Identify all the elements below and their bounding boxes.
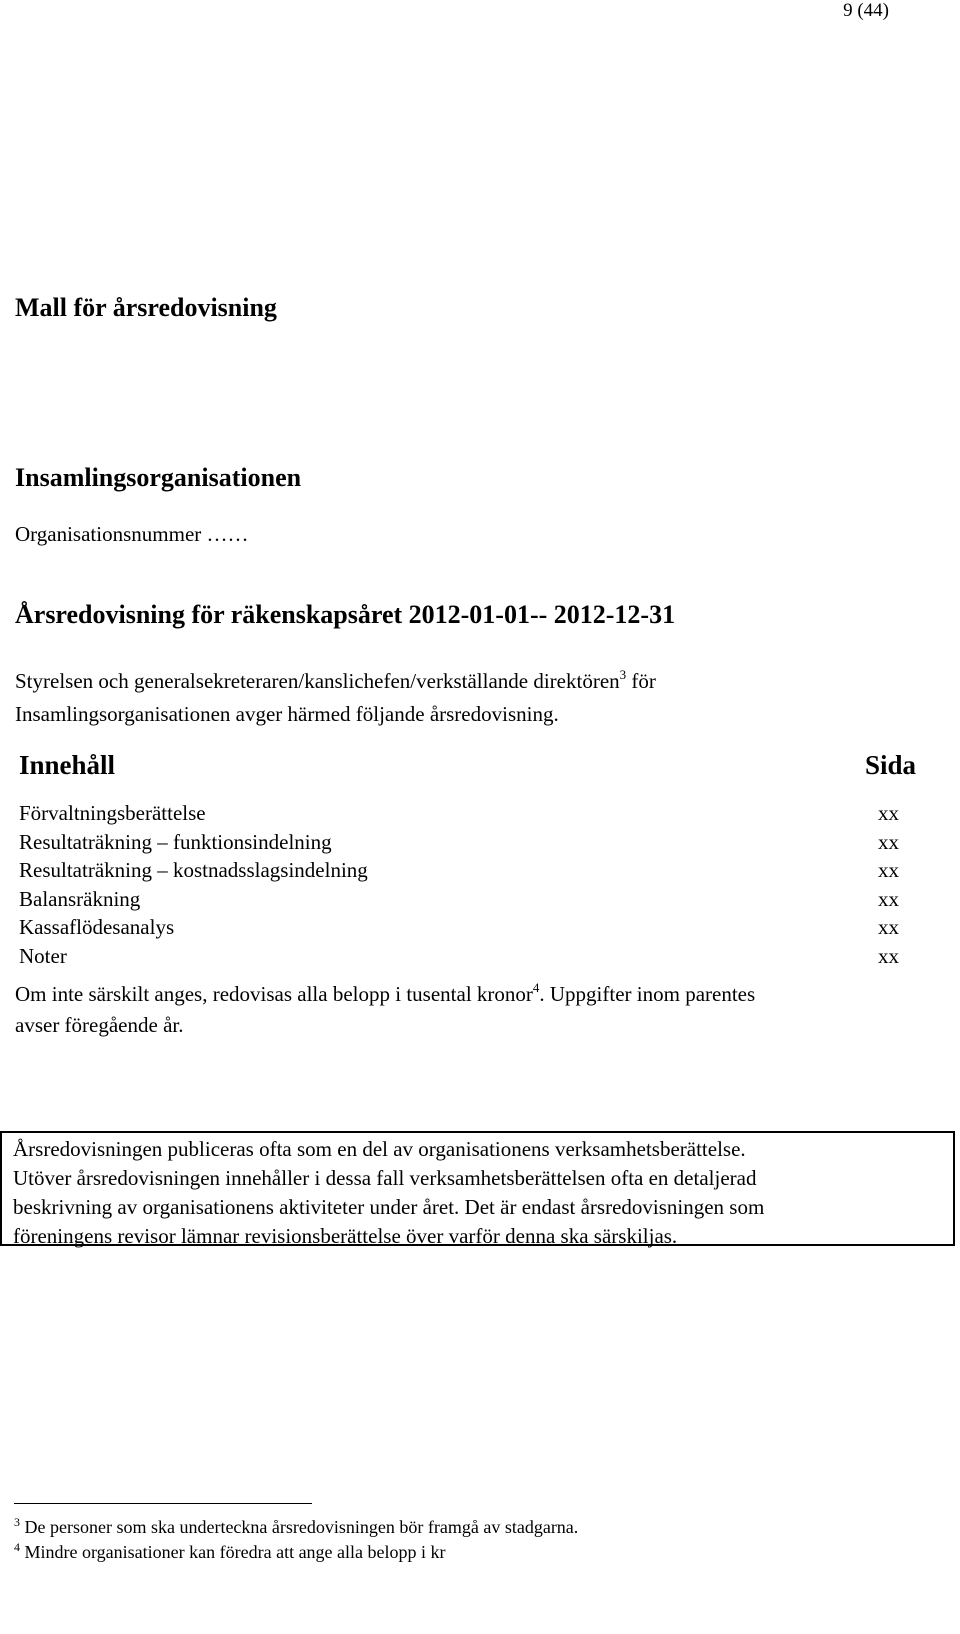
toc-page-heading: Sida bbox=[864, 750, 916, 780]
toc-item-label: Resultaträkning – funktionsindelning bbox=[19, 829, 332, 854]
document-title: Mall för årsredovisning bbox=[15, 293, 277, 322]
amount-note bbox=[15, 980, 755, 1039]
toc-item-label: Förvaltningsberättelse bbox=[19, 801, 206, 825]
toc-item bbox=[19, 856, 899, 885]
footnote-divider bbox=[14, 1503, 312, 1504]
intro-line1-b: för bbox=[626, 669, 656, 693]
footnote-4 bbox=[14, 1542, 446, 1563]
footnote-text: De personer som ska underteckna årsredovisningen bör framgå av stadgarna. bbox=[24, 1517, 579, 1537]
notice-line: Utöver årsredovisningen innehåller i dessa fall verksamhetsberättelsen ofta en detaljerad bbox=[13, 1166, 757, 1190]
toc-item-label: Noter bbox=[19, 943, 67, 968]
footnote-ref-3: 3 bbox=[619, 667, 627, 682]
footnote-ref-4: 4 bbox=[532, 980, 540, 995]
intro-paragraph bbox=[15, 666, 656, 729]
toc-item-page: xx bbox=[878, 858, 899, 882]
toc-item-page: xx bbox=[878, 886, 899, 911]
organization-number: Organisationsnummer …… bbox=[15, 522, 249, 546]
notice-line: föreningens revisor lämnar revisionsberättelse över varför denna ska särskiljas. bbox=[13, 1224, 678, 1248]
notice-line: beskrivning av organisationens aktiviteter under året. Det är endast årsredovisningen som bbox=[13, 1195, 765, 1219]
toc-item-label: Kassaflödesanalys bbox=[19, 915, 175, 939]
footnote-marker: 3 bbox=[14, 1515, 20, 1529]
footnote-text: Mindre organisationer kan föredra att ange alla belopp i kr bbox=[24, 1542, 446, 1562]
intro-line1-a: Styrelsen och generalsekreteraren/kanslichefen/verkställande direktören bbox=[15, 669, 620, 693]
footnote-marker: 4 bbox=[14, 1540, 20, 1554]
notice-line: Årsredovisningen publiceras ofta som en del av organisationens verksamhetsberättelse. bbox=[13, 1137, 746, 1161]
report-title: Årsredovisning för räkenskapsåret 2012-01-01-- 2012-12-31 bbox=[15, 600, 676, 629]
footnote-3 bbox=[14, 1517, 578, 1538]
page-number: 9 (44) bbox=[843, 0, 889, 21]
notice-text bbox=[13, 1135, 764, 1251]
toc-item-page: xx bbox=[878, 801, 899, 825]
amount-note-line1-b: . Uppgifter inom parentes bbox=[539, 982, 756, 1006]
toc-heading: Innehåll bbox=[19, 750, 116, 780]
toc-item bbox=[19, 799, 899, 828]
amount-note-line2: avser föregående år. bbox=[15, 1013, 184, 1037]
toc-item-page: xx bbox=[878, 829, 899, 854]
toc-item bbox=[19, 942, 899, 971]
intro-line2: Insamlingsorganisationen avger härmed följande årsredovisning. bbox=[15, 702, 559, 726]
toc-item bbox=[19, 828, 899, 857]
toc-item-label: Resultaträkning – kostnadsslagsindelning bbox=[19, 858, 368, 882]
organization-name: Insamlingsorganisationen bbox=[15, 463, 302, 492]
toc-item bbox=[19, 913, 899, 942]
toc-item-page: xx bbox=[878, 915, 899, 939]
amount-note-line1-a: Om inte särskilt anges, redovisas alla belopp i tusental kronor bbox=[15, 982, 533, 1006]
table-of-contents bbox=[19, 799, 899, 970]
toc-item-label: Balansräkning bbox=[19, 886, 141, 911]
toc-item-page: xx bbox=[878, 943, 899, 968]
toc-item bbox=[19, 885, 899, 914]
